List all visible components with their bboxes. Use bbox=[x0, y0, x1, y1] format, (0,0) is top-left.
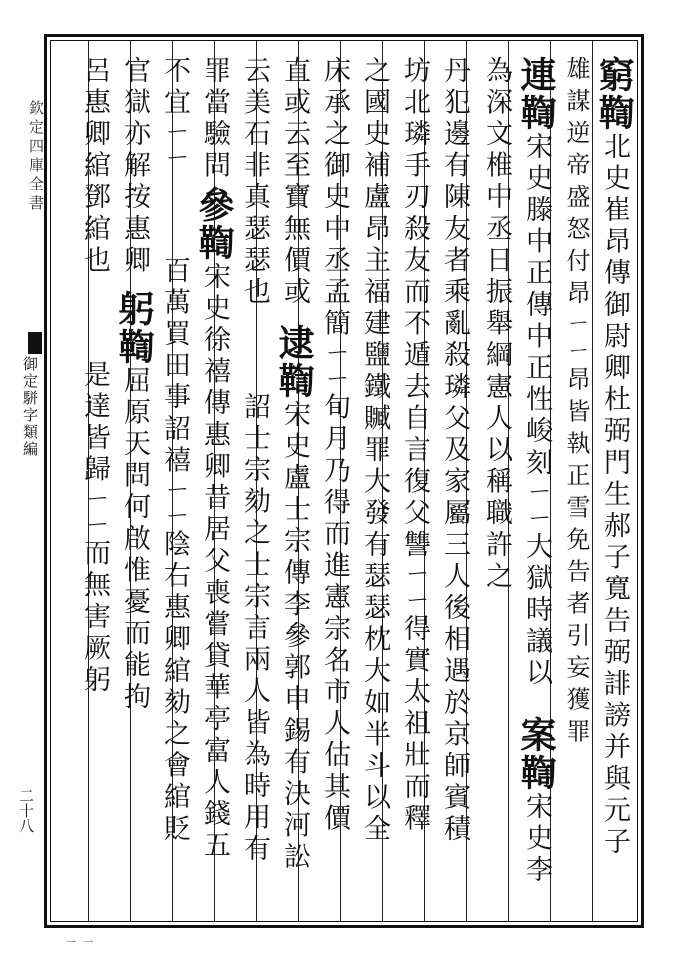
margin-page-number: 二十八 bbox=[17, 788, 35, 833]
entry-text: 云美石非真瑟瑟也 bbox=[239, 56, 270, 309]
text-column bbox=[156, 256, 192, 916]
entry-text: 雄謀逆帝盛怒付昂ㄧㄧ昂皆執正雪免告者引妄獲罪 bbox=[562, 56, 590, 751]
entry-text: 宋史徐禧傳惠卿昔居父喪嘗貸華亭富人錢五 bbox=[199, 262, 230, 863]
text-column bbox=[156, 56, 192, 256]
entry-heading: 窮鞫 bbox=[593, 56, 635, 132]
entry-text: 之國史補盧昂主福建鹽鐵贓罪大發有瑟瑟枕大如半斗以全 bbox=[359, 56, 390, 846]
book-margin bbox=[0, 40, 44, 930]
entry-text: 丹犯邊有陳友者乘亂殺璘父及家屬三人後相遇於京師賓積 bbox=[439, 56, 470, 846]
text-column bbox=[273, 324, 315, 914]
text-column bbox=[478, 56, 514, 916]
text-column bbox=[193, 186, 235, 916]
entry-text: 屈原天問何啟惟憂而能拘 bbox=[119, 366, 150, 714]
margin-series-title: 欽定四庫全書 bbox=[27, 100, 45, 214]
text-column bbox=[436, 56, 472, 916]
margin-book-title: 御定駢字類編 bbox=[21, 356, 39, 458]
text-column bbox=[276, 56, 312, 356]
entry-text: 為深文椎中丞日振舉綱憲人以稱職許之 bbox=[481, 56, 512, 594]
text-column bbox=[113, 290, 155, 916]
text-column bbox=[515, 716, 557, 916]
entry-text: 床承之御史中丞孟簡ㄧㄧ旬月乃得而進憲宗名市人估其價 bbox=[319, 56, 350, 836]
entry-text: 百萬買田事詔禧ㄧㄧ陰右惠卿綰劾之會綰貶 bbox=[159, 256, 190, 846]
entry-text: 是達皆歸ㄧㄧ而無害厥躬 bbox=[79, 360, 110, 697]
entry-heading: 連鞫 bbox=[515, 56, 557, 132]
entry-text: 不宜ㄧㄧ bbox=[159, 56, 190, 172]
text-column bbox=[396, 56, 432, 916]
text-column bbox=[236, 56, 272, 356]
entry-text: 宋史滕中正傳中正性峻刻ㄧㄧ大獄時議以 bbox=[521, 132, 552, 690]
text-column bbox=[316, 56, 352, 916]
entry-heading: 逮鞫 bbox=[273, 324, 315, 400]
text-column bbox=[236, 392, 272, 912]
entry-text: 宋史盧士宗傳李參郭申錫有決河訟 bbox=[279, 400, 310, 874]
text-column bbox=[593, 56, 635, 916]
bottom-mark: 一 一 bbox=[66, 938, 96, 949]
entry-text: 詔士宗劾之士宗言兩人皆為時用有 bbox=[239, 392, 270, 866]
entry-text: 呂惠卿綰鄧綰也 bbox=[79, 56, 110, 278]
entry-heading: 參鞫 bbox=[193, 186, 235, 262]
entry-text: 坊北璘手刃殺友而不遁去自言復父讐ㄧㄧ得實太祖壯而釋 bbox=[399, 56, 430, 836]
text-column bbox=[76, 56, 112, 346]
text-column bbox=[558, 56, 594, 916]
entry-heading: 躬鞫 bbox=[113, 290, 155, 366]
text-column bbox=[76, 360, 112, 916]
entry-text: 官獄亦解按惠卿 bbox=[119, 56, 150, 278]
entry-text: 北史崔昂傳御尉卿杜弼門生郝子寬告弼誹謗并與元子 bbox=[599, 132, 630, 859]
entry-text: 宋史李 bbox=[521, 792, 552, 887]
entry-text: 罪當驗問 bbox=[199, 56, 230, 183]
entry-heading: 案鞫 bbox=[515, 716, 557, 792]
entry-text: 直或云至寶無價或 bbox=[279, 56, 310, 309]
margin-fishtail-mark bbox=[28, 332, 42, 354]
text-column bbox=[356, 56, 392, 916]
